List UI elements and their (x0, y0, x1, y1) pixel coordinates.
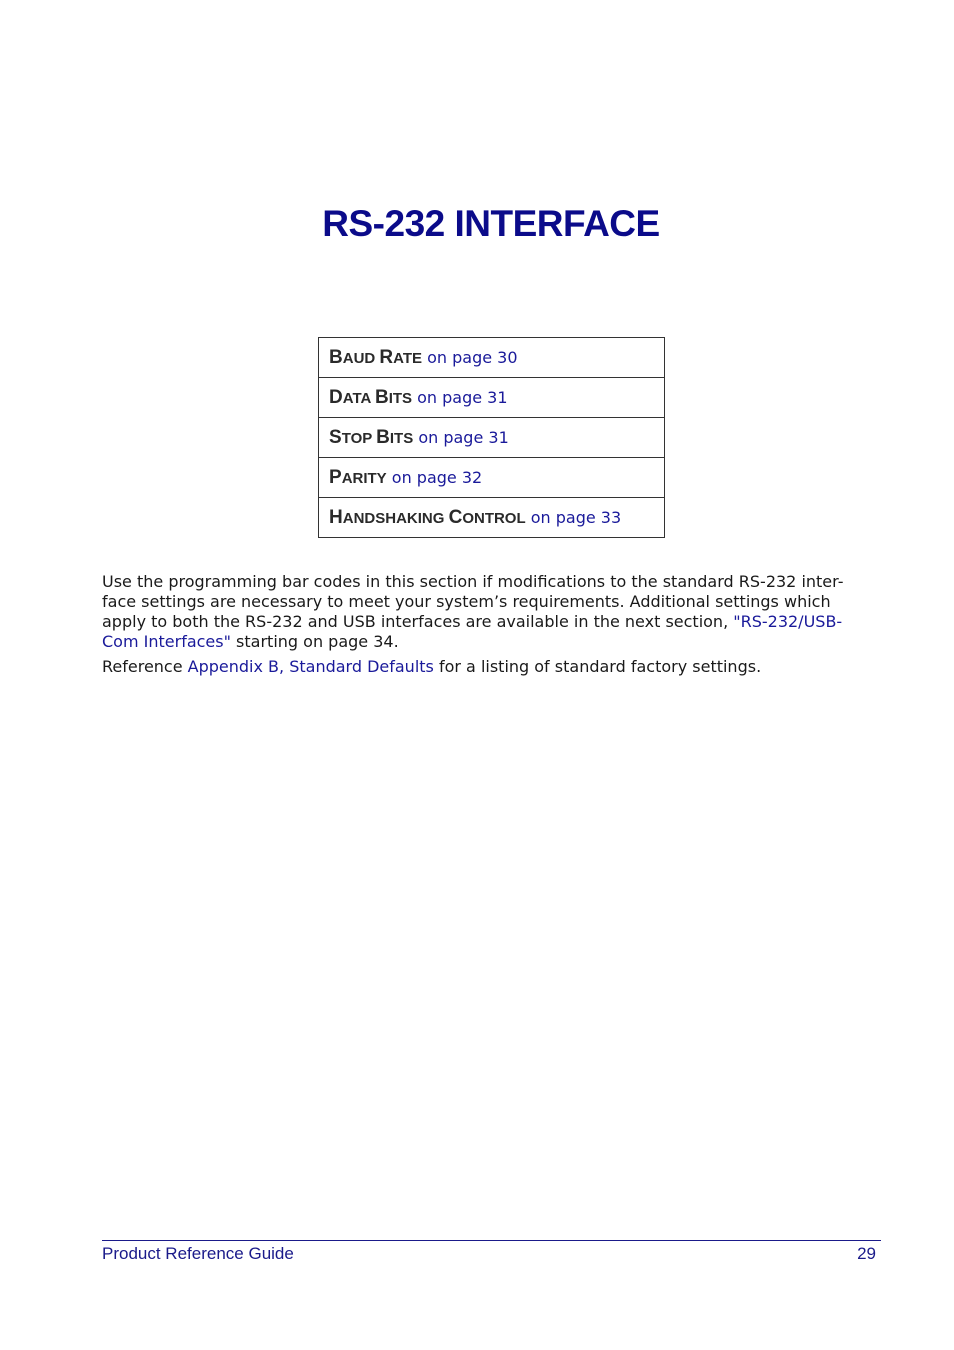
paragraph-text: for a listing of standard factory settings. (433, 657, 762, 676)
intro-paragraph (102, 572, 872, 652)
toc-label-initial: B (329, 346, 343, 368)
toc-label-initial: R (379, 346, 394, 368)
appendix-b-link[interactable]: Appendix B, Standard Defaults (187, 657, 434, 676)
footer-page-number: 29 (857, 1244, 876, 1263)
toc-label-rest: ITS (389, 429, 414, 447)
reference-paragraph (102, 657, 872, 677)
toc-page-link[interactable]: on page 32 (386, 467, 483, 487)
toc-item-parity[interactable] (319, 458, 665, 498)
footer-divider (102, 1240, 881, 1241)
paragraph-text: starting on page 34. (230, 632, 399, 651)
toc-label-initial: B (376, 426, 390, 448)
toc-label-rest: ONTROL (462, 509, 526, 527)
toc-label-rest: ATE (393, 349, 423, 367)
toc-item-stop-bits[interactable] (319, 418, 665, 458)
toc-row (319, 458, 665, 498)
toc-page-link[interactable]: on page 31 (412, 387, 508, 407)
toc-item-handshaking-control[interactable] (319, 498, 665, 538)
toc-row (319, 418, 665, 458)
toc-page-link[interactable]: on page 30 (422, 347, 518, 367)
toc-label-initial: H (329, 506, 343, 528)
toc-item-data-bits[interactable] (319, 378, 665, 418)
footer-guide-title: Product Reference Guide (102, 1244, 294, 1263)
toc-page-link[interactable]: on page 33 (525, 507, 622, 527)
toc-label-initial: C (448, 506, 463, 528)
toc-label-initial: S (329, 426, 342, 448)
toc-item-baud-rate[interactable] (319, 338, 665, 378)
toc-row (319, 338, 665, 378)
rs232-usb-com-link[interactable]: "RS-232/USB-Com Interfaces" (102, 612, 843, 651)
paragraph-text: Reference (102, 657, 188, 676)
toc-label-rest: AUD (342, 349, 380, 367)
toc-label-initial: B (374, 386, 389, 408)
section-contents-table (318, 337, 665, 538)
toc-row (319, 498, 665, 538)
toc-row (319, 378, 665, 418)
page-title: RS-232 INTERFACE (322, 203, 660, 244)
paragraph-text: Use the programming bar codes in this section if modifications to the standard RS-232 inter-face settings are necessary to meet your system’s requirements. Additional settings which apply to both the RS-232 and USB interfaces are available in the next section, (102, 572, 844, 631)
toc-label-rest: TOP (341, 429, 377, 447)
toc-label-rest: ARITY (341, 469, 387, 487)
toc-label-initial: D (329, 386, 343, 408)
toc-label-rest: ITS (388, 389, 413, 407)
toc-label-rest: ANDSHAKING (342, 509, 449, 527)
toc-page-link[interactable]: on page 31 (413, 427, 509, 447)
toc-label-initial: P (329, 466, 342, 488)
toc-label-rest: ATA (342, 389, 375, 407)
